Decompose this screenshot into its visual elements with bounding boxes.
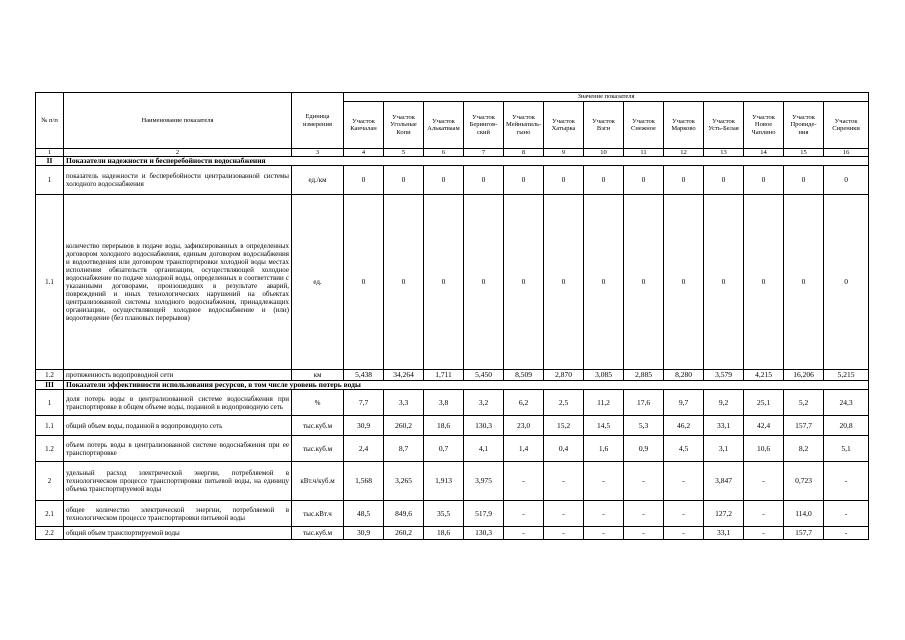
col-number: 15 xyxy=(784,149,824,157)
indicator-value: 3,8 xyxy=(424,390,464,416)
indicator-unit: тыс.куб.м xyxy=(292,527,344,540)
section-body xyxy=(36,390,869,540)
indicator-value: 1,568 xyxy=(344,462,384,501)
indicator-value: - xyxy=(544,501,584,527)
indicator-value: 0 xyxy=(744,195,784,370)
header-site: Участок Сиреники xyxy=(824,102,869,149)
table-row xyxy=(36,436,869,462)
indicator-value: 1,711 xyxy=(424,370,464,381)
indicator-unit: кВт.ч/куб.м xyxy=(292,462,344,501)
indicator-value: 130,3 xyxy=(464,416,504,436)
indicator-name: показатель надежности и бесперебойности централизованной системы холодного водоснабжения xyxy=(64,166,292,195)
indicator-value: 0 xyxy=(744,166,784,195)
indicator-value: 20,8 xyxy=(824,416,869,436)
indicator-name: протяженность водопроводной сети xyxy=(64,370,292,381)
row-number: 1.2 xyxy=(36,370,64,381)
col-number: 11 xyxy=(624,149,664,157)
row-number: 1.1 xyxy=(36,195,64,370)
header-site: Участок Вэги xyxy=(584,102,624,149)
indicator-value: 17,6 xyxy=(624,390,664,416)
indicator-name: общее количество электрической энергии, потребляемой в технологическом процессе транспортировки питьевой воды xyxy=(64,501,292,527)
indicator-value: 25,1 xyxy=(744,390,784,416)
header-value-group: Значение показателя xyxy=(344,93,869,102)
row-number: 1.1 xyxy=(36,416,64,436)
indicator-value: 849,6 xyxy=(384,501,424,527)
indicator-value: 0 xyxy=(384,195,424,370)
indicator-value: 1,6 xyxy=(584,436,624,462)
indicator-value: 33,1 xyxy=(704,527,744,540)
indicator-value: - xyxy=(744,462,784,501)
indicator-value: - xyxy=(664,527,704,540)
indicator-value: 0 xyxy=(464,166,504,195)
indicator-value: 30,9 xyxy=(344,416,384,436)
header-site: Участок Канчалан xyxy=(344,102,384,149)
header-name: Наименование показателя xyxy=(64,93,292,149)
indicator-value: 8,509 xyxy=(504,370,544,381)
row-number: 2.2 xyxy=(36,527,64,540)
indicator-value: 3,085 xyxy=(584,370,624,381)
indicator-value: 5,3 xyxy=(624,416,664,436)
indicator-value: 0 xyxy=(584,195,624,370)
indicator-unit: тыс.куб.м xyxy=(292,436,344,462)
table-row xyxy=(36,416,869,436)
indicator-value: 0,723 xyxy=(784,462,824,501)
indicator-value: 42,4 xyxy=(744,416,784,436)
indicator-value: 6,2 xyxy=(504,390,544,416)
indicator-name: доля потерь воды в централизованной системе водоснабжения при транспортировке в общем объеме воды, поданной в водопроводную сеть xyxy=(64,390,292,416)
indicator-unit: ед. xyxy=(292,195,344,370)
indicator-value: 5,2 xyxy=(784,390,824,416)
indicator-value: 0 xyxy=(704,195,744,370)
indicators-table xyxy=(35,92,869,540)
indicator-value: 2,870 xyxy=(544,370,584,381)
indicator-name: удельный расход электрической энергии, потребляемой в технологическом процессе транспортировки питьевой воды, на единицу объема транспортируемой воды xyxy=(64,462,292,501)
table-row xyxy=(36,462,869,501)
col-number: 6 xyxy=(424,149,464,157)
column-number-row xyxy=(36,149,869,157)
indicator-value: 5,215 xyxy=(824,370,869,381)
indicator-value: 0 xyxy=(664,195,704,370)
indicator-value: 260,2 xyxy=(384,416,424,436)
indicator-value: 3,975 xyxy=(464,462,504,501)
col-number: 16 xyxy=(824,149,869,157)
indicator-value: - xyxy=(544,527,584,540)
indicator-value: 2,885 xyxy=(624,370,664,381)
header-site: Участок Марково xyxy=(664,102,704,149)
indicator-value: 9,7 xyxy=(664,390,704,416)
table-row xyxy=(36,501,869,527)
indicator-value: 16,206 xyxy=(784,370,824,381)
indicator-value: 0 xyxy=(504,195,544,370)
indicator-value: 0 xyxy=(344,166,384,195)
indicator-value: 157,7 xyxy=(784,527,824,540)
indicator-value: 0 xyxy=(664,166,704,195)
indicator-value: 34,264 xyxy=(384,370,424,381)
indicator-value: 33,1 xyxy=(704,416,744,436)
table-row xyxy=(36,195,869,370)
indicator-value: 8,7 xyxy=(384,436,424,462)
indicator-value: - xyxy=(624,527,664,540)
indicator-value: 4,215 xyxy=(744,370,784,381)
header-site: Участок Угольные Копи xyxy=(384,102,424,149)
header-site: Участок Провиде-ния xyxy=(784,102,824,149)
indicator-value: 0 xyxy=(584,166,624,195)
section-body xyxy=(36,166,869,381)
header-no: № п/п xyxy=(36,93,64,149)
indicator-value: 4,5 xyxy=(664,436,704,462)
indicator-unit: тыс.кВт.ч xyxy=(292,501,344,527)
table-row xyxy=(36,390,869,416)
section-title: Показатели надежности и бесперебойности водоснабжения xyxy=(64,157,869,166)
indicator-value: - xyxy=(824,501,869,527)
indicator-value: 15,2 xyxy=(544,416,584,436)
indicator-value: 3,3 xyxy=(384,390,424,416)
indicator-unit: ед./км xyxy=(292,166,344,195)
indicator-value: - xyxy=(584,501,624,527)
indicator-value: 9,2 xyxy=(704,390,744,416)
indicator-value: 1,913 xyxy=(424,462,464,501)
indicator-value: 11,2 xyxy=(584,390,624,416)
indicator-value: 0,4 xyxy=(544,436,584,462)
indicator-value: 157,7 xyxy=(784,416,824,436)
header-site: Участок Усть-Белая xyxy=(704,102,744,149)
indicator-value: 0 xyxy=(824,166,869,195)
header-unit: Единица измерения xyxy=(292,93,344,149)
indicator-value: - xyxy=(624,501,664,527)
row-number: 2.1 xyxy=(36,501,64,527)
indicator-value: 46,2 xyxy=(664,416,704,436)
indicator-value: - xyxy=(664,462,704,501)
col-number: 7 xyxy=(464,149,504,157)
indicator-value: 0 xyxy=(464,195,504,370)
indicator-value: 0 xyxy=(384,166,424,195)
indicator-value: 0,7 xyxy=(424,436,464,462)
indicator-value: 14,5 xyxy=(584,416,624,436)
indicator-value: - xyxy=(744,501,784,527)
indicator-value: - xyxy=(744,527,784,540)
col-number: 3 xyxy=(292,149,344,157)
table-row xyxy=(36,527,869,540)
indicator-value: 5,1 xyxy=(824,436,869,462)
col-number: 14 xyxy=(744,149,784,157)
indicator-value: - xyxy=(504,462,544,501)
indicator-value: 0 xyxy=(424,166,464,195)
col-number: 12 xyxy=(664,149,704,157)
indicator-value: 3,265 xyxy=(384,462,424,501)
col-number: 8 xyxy=(504,149,544,157)
indicator-value: 4,1 xyxy=(464,436,504,462)
header-site: Участок Мейныпиль-гыно xyxy=(504,102,544,149)
col-number: 10 xyxy=(584,149,624,157)
indicator-value: 48,5 xyxy=(344,501,384,527)
indicator-value: 517,9 xyxy=(464,501,504,527)
section-row xyxy=(36,157,869,166)
header-site: Участок Снежное xyxy=(624,102,664,149)
indicator-value: 35,5 xyxy=(424,501,464,527)
indicator-value: 0 xyxy=(544,195,584,370)
indicator-value: 0 xyxy=(504,166,544,195)
indicator-value: - xyxy=(504,527,544,540)
indicator-value: 0,9 xyxy=(624,436,664,462)
indicator-value: 0 xyxy=(704,166,744,195)
col-number: 2 xyxy=(64,149,292,157)
indicator-value: 114,0 xyxy=(784,501,824,527)
section-number: III xyxy=(36,381,64,390)
col-number: 1 xyxy=(36,149,64,157)
indicator-value: 3,1 xyxy=(704,436,744,462)
indicator-value: 5,438 xyxy=(344,370,384,381)
indicator-value: 0 xyxy=(824,195,869,370)
indicator-value: - xyxy=(504,501,544,527)
section-title: Показатели эффективности использования ресурсов, в том числе уровень потерь воды xyxy=(64,381,869,390)
section-row xyxy=(36,381,869,390)
indicator-name: количество перерывов в подаче воды, зафиксированных в определенных договором холодного водоснабжения, единым договором водоснабжения и водоотведения или договором транспортировки холодной воды местах исполнения обязательств организации, осуществляющей холодное водоснабжение по подаче холодной воды, определенных в соответствии с указанными договорами, произошедших в результате аварий, повреждений и иных технологических нарушений на объектах централизованной системы холодного водоснабжения, принадлежащих организации, осуществляющей холодное водоснабжение и (или) водоотведение (без плановых перерывов) xyxy=(64,195,292,370)
indicator-value: 10,6 xyxy=(744,436,784,462)
indicator-value: 3,2 xyxy=(464,390,504,416)
indicator-name: общий объем транспортируемой воды xyxy=(64,527,292,540)
indicator-value: 8,280 xyxy=(664,370,704,381)
indicator-value: 3,579 xyxy=(704,370,744,381)
indicator-value: 260,2 xyxy=(384,527,424,540)
indicator-value: 0 xyxy=(624,166,664,195)
row-number: 1 xyxy=(36,166,64,195)
indicator-value: 0 xyxy=(784,166,824,195)
header-site: Участок Новое Чаплино xyxy=(744,102,784,149)
indicator-value: 5,450 xyxy=(464,370,504,381)
indicator-value: 0 xyxy=(424,195,464,370)
indicator-value: 8,2 xyxy=(784,436,824,462)
header-site: Участок Алькатваам xyxy=(424,102,464,149)
indicator-value: 7,7 xyxy=(344,390,384,416)
row-number: 2 xyxy=(36,462,64,501)
indicator-value: - xyxy=(624,462,664,501)
indicator-value: - xyxy=(824,527,869,540)
col-number: 9 xyxy=(544,149,584,157)
indicator-value: 30,9 xyxy=(344,527,384,540)
indicator-value: 24,3 xyxy=(824,390,869,416)
indicator-value: - xyxy=(584,527,624,540)
indicator-value: 18,6 xyxy=(424,416,464,436)
indicator-value: 0 xyxy=(344,195,384,370)
col-number: 5 xyxy=(384,149,424,157)
indicator-value: 0 xyxy=(544,166,584,195)
indicator-value: - xyxy=(544,462,584,501)
indicator-name: объем потерь воды в централизованной системе водоснабжения при ее транспортировке xyxy=(64,436,292,462)
indicator-value: 3,847 xyxy=(704,462,744,501)
indicator-value: - xyxy=(584,462,624,501)
indicator-unit: км xyxy=(292,370,344,381)
table-row xyxy=(36,370,869,381)
table-row xyxy=(36,166,869,195)
indicator-value: 0 xyxy=(784,195,824,370)
header-site: Участок Берингов-ский xyxy=(464,102,504,149)
indicator-value: 0 xyxy=(624,195,664,370)
indicator-unit: тыс.куб.м xyxy=(292,416,344,436)
header-site: Участок Хатырка xyxy=(544,102,584,149)
indicator-value: 127,2 xyxy=(704,501,744,527)
indicator-value: 2,5 xyxy=(544,390,584,416)
indicator-value: 130,3 xyxy=(464,527,504,540)
indicator-value: 23,0 xyxy=(504,416,544,436)
col-number: 4 xyxy=(344,149,384,157)
indicator-value: 2,4 xyxy=(344,436,384,462)
indicator-value: - xyxy=(824,462,869,501)
indicator-value: - xyxy=(664,501,704,527)
row-number: 1 xyxy=(36,390,64,416)
indicator-value: 18,6 xyxy=(424,527,464,540)
section-number: II xyxy=(36,157,64,166)
indicator-name: общий объем воды, поданной в водопроводную сеть xyxy=(64,416,292,436)
col-number: 13 xyxy=(704,149,744,157)
header-row-1 xyxy=(36,93,869,102)
indicator-unit: % xyxy=(292,390,344,416)
indicator-value: 1,4 xyxy=(504,436,544,462)
row-number: 1.2 xyxy=(36,436,64,462)
